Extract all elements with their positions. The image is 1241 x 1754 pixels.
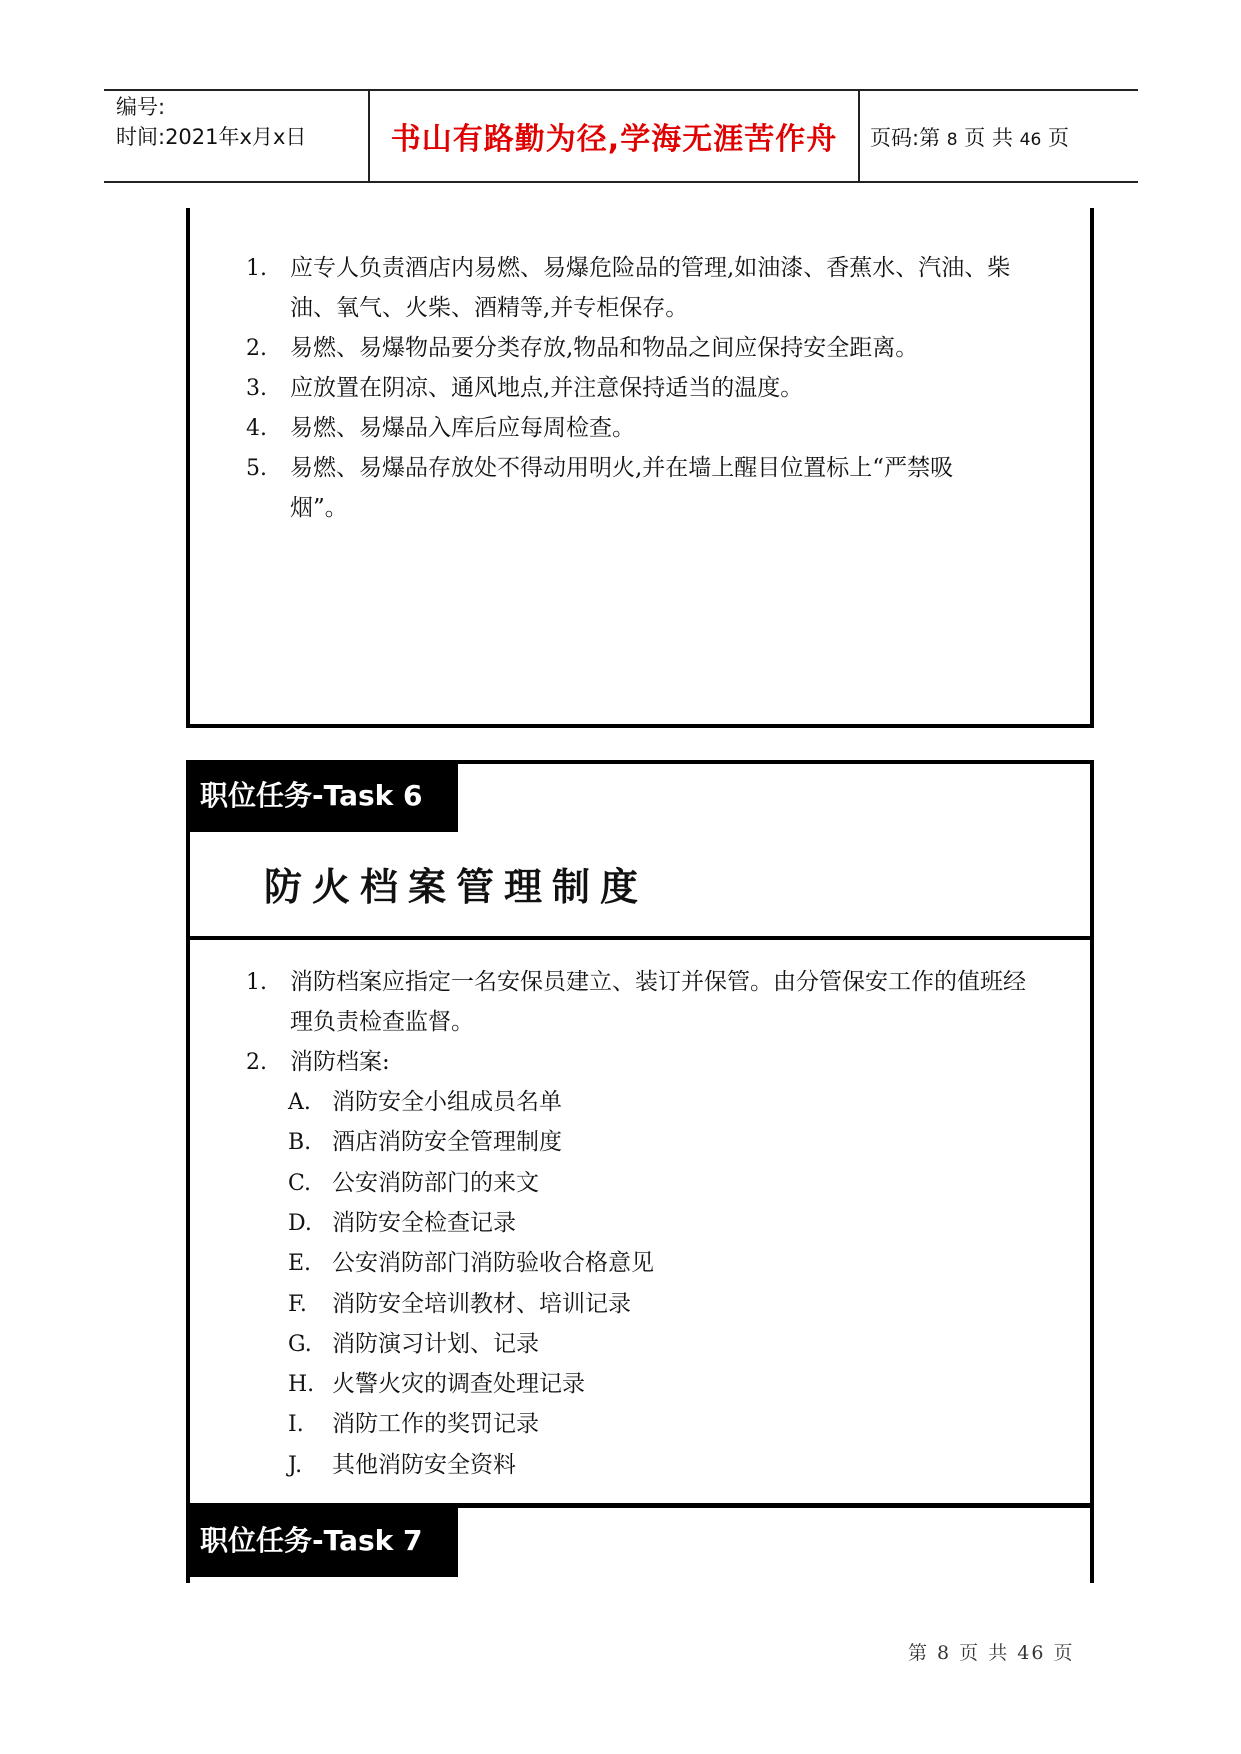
sub-item-letter: I. <box>288 1412 304 1438</box>
header-top-rule <box>104 89 1138 91</box>
sub-item-letter: D. <box>288 1210 312 1236</box>
sub-item-text: 消防安全检查记录 <box>332 1209 516 1236</box>
list-item-text: 消防档案: <box>290 1049 390 1075</box>
page-mid: 页 共 <box>964 126 1013 150</box>
list-item-text: 易燃、易爆物品要分类存放,物品和物品之间应保持安全距离。 <box>290 335 919 361</box>
sub-item-letter: B. <box>288 1130 312 1156</box>
sub-item-letter: A. <box>288 1090 311 1115</box>
list-item-number: 3. <box>246 376 267 401</box>
sub-item-text: 酒店消防安全管理制度 <box>332 1129 562 1156</box>
sub-item-text: 消防安全培训教材、培训记录 <box>332 1290 631 1317</box>
task7-tab: 职位任务-Task 7 <box>186 1505 458 1577</box>
sub-item-text: 消防安全小组成员名单 <box>332 1089 562 1115</box>
time-label: 时间:2021年x月x日 <box>116 125 307 149</box>
list-item-text: 烟”。 <box>290 495 348 521</box>
page-current: 8 <box>946 130 958 150</box>
list-item-text: 油、氧气、火柴、酒精等,并专柜保存。 <box>290 295 689 321</box>
list-item-text: 易燃、易爆品存放处不得动用明火,并在墙上醒目位置标上“严禁吸 <box>290 455 954 481</box>
page-suffix: 页 <box>1047 126 1069 150</box>
sub-item-text: 公安消防部门的来文 <box>332 1169 539 1196</box>
header-bottom-rule <box>104 181 1138 183</box>
sub-item-text: 公安消防部门消防验收合格意见 <box>332 1250 654 1277</box>
sub-item-letter: C. <box>288 1170 312 1196</box>
list-item-text: 理负责检查监督。 <box>290 1009 474 1035</box>
list-item-text: 易燃、易爆品入库后应每周检查。 <box>290 415 635 441</box>
header-page-info <box>870 122 1069 152</box>
header-motto: 书山有路勤为径,学海无涯苦作舟 <box>390 122 838 157</box>
page-prefix: 页码:第 <box>870 126 941 150</box>
sub-item-letter: F. <box>288 1291 307 1317</box>
list-item-number: 1. <box>246 256 267 281</box>
page-total: 46 <box>1019 130 1042 150</box>
serial-label: 编号: <box>116 95 166 119</box>
sub-item-letter: G. <box>288 1331 312 1357</box>
header-meta <box>116 92 306 152</box>
list-item-number: 5. <box>246 456 267 481</box>
list-item-number: 4. <box>246 416 267 441</box>
sub-item-letter: H. <box>288 1372 315 1398</box>
sub-item-text: 其他消防安全资料 <box>332 1451 516 1478</box>
list-item-text: 应专人负责酒店内易燃、易爆危险品的管理,如油漆、香蕉水、汽油、柴 <box>290 255 1011 281</box>
list-item-text: 应放置在阴凉、通风地点,并注意保持适当的温度。 <box>290 375 804 401</box>
sub-item-text: 消防工作的奖罚记录 <box>332 1411 539 1438</box>
header-divider-right <box>858 90 860 182</box>
footer-page-number: 第 8 页 共 46 页 <box>908 1642 1075 1664</box>
sub-item-letter: E. <box>288 1251 312 1277</box>
list-item-text: 消防档案应指定一名安保员建立、装订并保管。由分管保安工作的值班经 <box>290 969 1026 995</box>
task6-title: 防火档案管理制度 <box>264 865 649 909</box>
task6-tab: 职位任务-Task 6 <box>186 760 458 832</box>
sub-item-letter: J. <box>288 1452 303 1478</box>
sub-item-text: 火警火灾的调查处理记录 <box>332 1371 585 1398</box>
list-item-number: 2. <box>246 336 267 361</box>
sub-item-text: 消防演习计划、记录 <box>332 1330 539 1357</box>
list-item-number: 2. <box>246 1050 267 1075</box>
list-item-number: 1. <box>246 970 267 995</box>
